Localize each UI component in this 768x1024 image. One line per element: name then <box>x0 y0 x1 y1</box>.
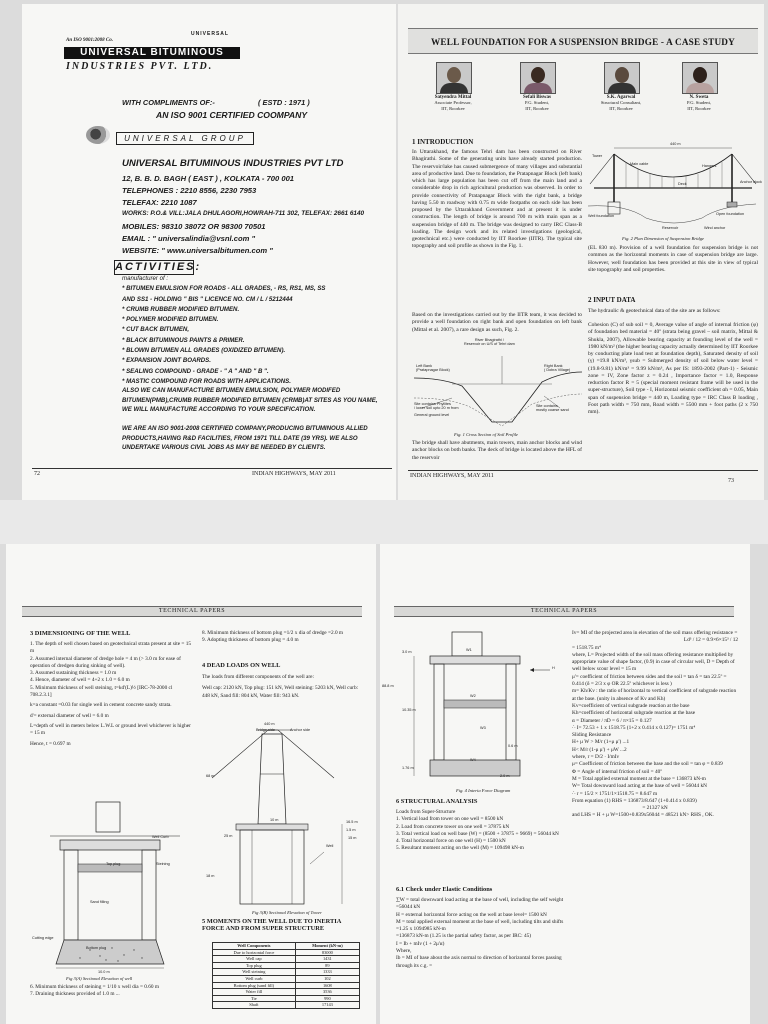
table-row <box>213 989 360 996</box>
m2-text: M = Total applied external moment at the base = 136873 kN-m <box>572 775 706 782</box>
table-cell: 3536 <box>295 989 359 996</box>
left-block-label: (Pratapnagar Block) <box>416 368 450 373</box>
sliding-heading: Sliding Resistance <box>572 732 612 739</box>
fig1-label-river <box>464 338 515 347</box>
kv-text: Kv=coefficient of vertical subgrade reaction at the base <box>572 702 690 709</box>
journal-footer: INDIAN HIGHWAYS, MAY 2011 <box>410 473 494 479</box>
table-cell: Due to horizontal force <box>213 949 296 956</box>
phyllites-label: Site contains Phyllites <box>414 402 451 406</box>
fig2-span-label: 440 m <box>670 142 681 146</box>
loads-title: Loads from Super-Structure <box>396 809 456 815</box>
table-cell: Tie <box>213 995 296 1002</box>
arrow-head <box>530 668 534 672</box>
section-2-heading: 2 INPUT DATA <box>588 296 636 304</box>
journal-footer: INDIAN HIGHWAYS, MAY 2011 <box>252 471 336 477</box>
author-photo <box>520 62 556 94</box>
list-item: 3. Assumed sustaining thickness = 1.0 m <box>30 670 117 677</box>
dimension-list <box>30 641 192 748</box>
list-item: 4. Hence, diameter of well = 4+2 x 1.0 = 6.0 m <box>30 677 130 684</box>
ib-def-text: Ib = MI of base about the axis normal to direction of horizontal forces passing through its c.g. = <box>396 955 562 969</box>
table-row <box>213 995 360 1002</box>
fig3b-bridge-label: Bridge side <box>256 728 275 732</box>
author-org: IIT, Roorkee <box>441 105 465 111</box>
page-gap <box>0 500 768 544</box>
steining-right <box>142 850 156 940</box>
table-header: Well Components <box>213 943 296 950</box>
article-title: WELL FOUNDATION FOR A SUSPENSION BRIDGE - A CASE STUDY <box>431 37 735 47</box>
list-item: * BLOWN BITUMEN ALL GRADES (OXIDIZED BITUMEN). <box>122 347 286 355</box>
list-item: * CUT BACK BITUMEN, <box>122 326 190 334</box>
h-def-text: H = external horizontal force acting on the well at base level= 1500 kN <box>396 911 547 918</box>
input-data-paragraph: Cohesion (C) of sub soil = 0, Average value of angle of internal friction (φ) of foundation bed material = 40º (strata being gravel – soil matrix, Mittal & Shukla, 2007), Allowable bearing capacity at founding level of the well = 1980 kN/m² (the higher bearing capacity actually determined by IIT Roorkee by conducting plate load test at foundation depth), Saturated density of soil (γ) =19.8 kN/m³, γsub = Submerged density of soil below water level = (19.8-9.81) kN/m³ = 9.99 kN/m³, As per IS: 1893-2002 (Part-1) - Seismic zone = IV, Zone factor z = 0.24 , Importance factor = 1.0, Response reduction factor R = 5 (special moment resistant frame will be used in the super-structure), Soil type - I, Horizontal seismic coefficient αh = 0.05, Main span of suspension bridge = 440 m, Loading type = IRC Class B loading , Foot path width = 750 mm, Road width = 5500 mm + foot paths (2 x 750 mm). <box>588 322 758 415</box>
kh-text: Kh=coefficient of horizontal subgrade reaction at the base <box>572 710 696 717</box>
list-item: 1. Vertical load from tower on one well = 8500 kN <box>396 816 504 823</box>
author-org: IIT, Roorkee <box>687 105 711 111</box>
steining-left <box>64 850 78 940</box>
list-item: 2. Load from concrete tower on one well = 37875 kN <box>396 823 510 830</box>
iv-fraction: Ld³ / 12 = 0.9×6×15³ / 12 <box>683 637 738 644</box>
well-cap <box>60 840 160 850</box>
intro-paragraph-2: Based on the investigations carried out by the IITR team, it was decided to provide a well foundation on right bank and open foundation on left bank (Mittal et al. 2007), a rare design as such, Fig. 2. <box>412 312 582 333</box>
author-name: S.K. Agarwal <box>606 95 636 100</box>
list-item: 4. Total horizontal force on one well (H) = 1500 kN <box>396 838 506 845</box>
right-bank-label: Right Bank <box>544 364 563 368</box>
author-name: Sefali Biswas <box>523 95 551 100</box>
section-6-heading: 6 STRUCTURAL ANALYSIS <box>396 798 478 805</box>
fig1-label-phyllites <box>414 402 459 417</box>
fig3b-well-label: Well <box>326 844 334 848</box>
table-cell: Shaft <box>213 1002 296 1009</box>
right-block-label: ( Dobra Village) <box>544 368 571 373</box>
activities-box: ACTIVITIES: <box>115 261 202 273</box>
fig2-deck-label: Deck <box>678 182 687 186</box>
author-credit <box>586 94 656 111</box>
list-item: 5. Minimum thickness of well steining, t=kd'(L)½ [IRC-78-2000 cl 708.2.3.1] <box>30 684 173 699</box>
author-role: Structural Consultant, <box>600 100 642 106</box>
fig3b-h1-label: 68 m <box>206 774 215 778</box>
list-item: 2. Assumed internal diameter of dredge hole = 4 m (> 3.0 m for ease of operation of dredgen during sinking of well). <box>30 655 181 669</box>
page-73-article <box>398 4 764 500</box>
author-credit <box>502 94 572 111</box>
iv-value: = 1518.75 m⁴ <box>572 644 601 651</box>
fig3b-tower-elevation <box>202 714 364 908</box>
fig3b-anchor-label: Anchor side <box>290 728 311 732</box>
table-cell: Water fill <box>213 989 296 996</box>
universal-group-logo <box>86 126 110 144</box>
r-calc-text: ∴ r = 15/2 × 1751/1×1518.75 = 8.647 m <box>572 790 658 797</box>
fig4-w4-label: W4 <box>470 758 476 762</box>
dimension-list-cont <box>30 984 192 999</box>
fig1-label-left <box>416 364 450 373</box>
river-label: River Bhagirathi / <box>474 338 504 342</box>
i-def-text: I = Ib + mIv (1 + 2μ'α) <box>396 940 445 947</box>
fig3a-sand-label: Sand filling <box>90 900 109 904</box>
section-1-heading: 1 INTRODUCTION <box>412 138 474 146</box>
fig2-wind-label: Wind anchor <box>704 226 726 230</box>
company-name: UNIVERSAL BITUMINOUS INDUSTRIES PVT LTD <box>122 158 344 169</box>
m-def-text: M = total applied external moment at the base of well, including tilts and shifts =1.25 x 1094985 kN-m <box>396 918 564 933</box>
i-calc-text: ∴ I= 72.53 + 1 x 1518.75 (1+2 x 0.414 x 0.127)= 1751 m⁴ <box>572 724 696 731</box>
input-intro: The hydraulic & geotechnical data of the site are as follows: <box>588 308 721 314</box>
section-61-heading: 6.1 Check under Elastic Conditions <box>396 886 493 893</box>
table-cell: Top plug <box>213 962 296 969</box>
table-row <box>213 975 360 982</box>
fig1-label-quartz <box>536 404 569 413</box>
footer-rule <box>408 470 758 471</box>
company-address: 12, B. B. D. BAGH ( EAST ) , KOLKATA - 700 001 <box>122 174 295 183</box>
universal-group-box: UNIVERSAL GROUP <box>116 132 254 145</box>
mu-def-text: μ= Coefficient of friction between the base and the soil = tan φ = 0.839 <box>572 761 723 768</box>
author-role: P.G. Student, <box>525 100 549 106</box>
author-photo <box>436 62 472 94</box>
table-cell: 89 <box>295 962 359 969</box>
hence-t: Hence, t = 0.697 m <box>30 740 71 747</box>
iso-certified-text: AN ISO 9001 CERTIFIED COOMPANY <box>156 110 308 120</box>
rhs-text: From equation (1) RHS = 136873/8.647 (1+0.414 x 0.839) <box>572 797 697 804</box>
table-header-row <box>213 943 360 950</box>
list-item: 3. Total vertical load on well base (W) = (8500 + 37875 + 9669) = 56044 kN <box>396 830 559 837</box>
author-photo <box>604 62 640 94</box>
rhs-value: = 21327 kN <box>642 805 668 812</box>
table-cell: Well curb <box>213 975 296 982</box>
list-item: 5. Resultant moment acting on the well (M) = 109498 kN-m <box>396 845 524 852</box>
table-row <box>213 956 360 963</box>
iso-tag: An ISO 9001:2008 Co. <box>66 38 113 43</box>
table-cell: 990 <box>295 995 359 1002</box>
fig3b-h3-label: 18 m <box>206 874 215 878</box>
fig4-h-label: H <box>552 666 555 670</box>
loads-intro: The loads from different components of the well are: <box>202 674 314 680</box>
mu-prime-text: μ'= coefficient of friction between sides and the soil = tan δ = tan 22.5º = 0.414 (δ = 2/3 x φ OR 22.5º whichever is less ) <box>572 673 727 688</box>
fig3a-plug-label: Top plug <box>106 862 121 866</box>
intro-paragraph: In Uttarakhand, the famous Tehri dam has been constructed on River Bhagirathi. Some of the generating units have already started production. The reservoir/lake has caused submergence of many villages and substantial area of productive land. Due to foundation, the Pratapnagar Block (left bank) which has large population has been cut off from the main land and a considerable drop in rich agricultural production was observed. In order to provide connectivity of Pratapnagar Block with the right bank, a bridge having 5.50 m roadway with 0.75 m wide footpaths on each side has been proposed by the Uttarakhand Government and at present it is under construction. The length of bridge is around 700 m with main span as a suspension bridge of 440 m. The bridge was designed to carry IRC Class-B loading. The design work and its related investigations (geological, geotechnical etc.) were conducted by IIT Roorkee (IITR). The typical site topography and soil profile as shown in the Fig. 1. <box>412 149 582 250</box>
table-cell: 17143 <box>295 1002 359 1009</box>
company-email: EMAIL : " universalindia@vsnl.com " <box>122 234 256 243</box>
intro-paragraph-3: The bridge shall have abutments, main towers, main anchor blocks and wind anchor blocks on both banks. The deck of bridge is located above the HFL of the reservoir <box>412 440 582 461</box>
quartz-label: mostly coarse sand <box>536 408 569 413</box>
list-item: * POLYMER MODIFIED BITUMEN. <box>122 316 219 324</box>
page-72-advertisement <box>22 4 396 500</box>
fig4-d3-label: 1.76 m <box>402 766 414 770</box>
table-row <box>213 982 360 989</box>
lower-soil-label: / lower soil upto 20 m from <box>414 406 459 411</box>
fig3a-bottom-label: Bottom plug <box>86 946 107 950</box>
where-text: Where, <box>396 948 412 955</box>
manufacture-paragraph: ALSO WE CAN MANUFACTURE BITUMEN EMULSION, POLYMER MODIFED BITUMEN(PMB),CRUMB RUBBER MODIFIED BITUMEN (CRMB)AT SITES AS YOU NAME, WE WILL MANUFACTURE ACCORDING TO YOUR SPECIFICATION. <box>122 387 378 414</box>
fig1-label-right <box>544 364 570 373</box>
fig3a-well-section <box>30 800 190 970</box>
table-row <box>213 1002 360 1009</box>
technical-papers-header: TECHNICAL PAPERS <box>22 606 362 617</box>
iv-def-text: Iv= MI of the projected area in elevation of the soil mass offering resistance = <box>572 630 738 636</box>
tower-shaft <box>258 734 286 824</box>
section-4-heading: 4 DEAD LOADS ON WELL <box>202 662 281 669</box>
list-item: * BITUMEN EMULSION FOR ROADS - ALL GRADES, - RS, RS1, MS, SS <box>122 285 326 293</box>
footer-rule <box>32 468 392 469</box>
author-name: N. Sweta <box>689 95 709 100</box>
well-pointer <box>310 852 324 864</box>
author-org: IIT, Roorkee <box>609 105 633 111</box>
company-banner: UNIVERSAL BITUMINOUS <box>64 47 240 59</box>
fig2-anchor-label: Anchor block <box>740 180 762 184</box>
fig4-w2-label: W2 <box>470 694 476 698</box>
reservoir-label: Reservoir on U/S of Tehri dam <box>464 342 515 347</box>
page-technical-left <box>6 544 376 1024</box>
cable-lines <box>212 730 334 778</box>
fig3b-w1-label: 10 m <box>270 818 279 822</box>
well-foundation-box <box>608 202 620 214</box>
back-stay-cables <box>590 154 756 184</box>
left-bank-label: Left Bank <box>416 364 433 368</box>
wall-left <box>434 664 444 760</box>
fig4-dw-label: 0.6 m <box>508 744 518 748</box>
moments-table <box>212 942 360 1009</box>
table-cell: Bottom plug (sand fill) <box>213 982 296 989</box>
alpha-equation: α = Diameter / πD = 6 / π×15 = 0.127 <box>572 717 652 724</box>
page-number: 73 <box>728 478 734 484</box>
fig3a-curb-label: Well Curb <box>152 835 169 839</box>
dead-loads-text <box>202 674 364 700</box>
table-cell: 83000 <box>295 949 359 956</box>
fig4-inertia-diagram <box>400 630 562 786</box>
fig2-bridge-plan <box>586 144 758 232</box>
plug <box>444 700 506 708</box>
fig4-sea-label: 88.8 m <box>382 684 394 688</box>
equation-1: H+ μ W > M/r (1+μ μ') ...1 <box>572 739 630 746</box>
list-item: * BLACK BITUMINOUS PAINTS & PRIMER. <box>122 336 245 344</box>
company-mobiles: MOBILES: 98310 38072 OR 98300 70501 <box>122 222 266 231</box>
list-item: 8. Minimum thickness of bottom plug =1/2 x dia of dredge =2.0 m <box>202 630 344 636</box>
fig3a-cutting-label: Cutting edge <box>32 936 54 940</box>
article-title-banner <box>408 28 758 54</box>
fig3a-caption: Fig 3(A) Sectional Elevation of well <box>66 976 133 981</box>
right-paragraph: (EL 830 m). Provision of a well foundation for suspension bridge is not common as the horizontal moments in case of suspension bridge are large. However, well foundation has been provided at this site in view of typical site topography and soil properties. <box>588 245 758 273</box>
elastic-check-text <box>396 897 564 970</box>
open-foundation-box <box>727 202 737 207</box>
page-number: 72 <box>34 471 40 477</box>
lhs-text: and LHS = H + μ W=1500+0.839x56044 = 48521 kN> RHS , OK. <box>572 812 714 819</box>
section-5-heading: 5 MOMENTS ON THE WELL DUE TO INERTIA FORCE AND FROM SUPER STRUCTURE <box>202 918 342 933</box>
list-item: * MASTIC COMPOUND FOR ROADS WITH APPLICATIONS. <box>122 377 291 385</box>
table-row <box>213 969 360 976</box>
activities-list <box>122 274 392 387</box>
table-cell: Well steining <box>213 969 296 976</box>
site-contains-label: Site contains <box>536 404 558 408</box>
d-diameter: d'= external diameter of well = 6.0 m <box>30 712 109 719</box>
well-cap-3b <box>236 824 308 830</box>
fig2-cable-label: Main cable <box>630 162 649 166</box>
compliments-text: WITH COMPLIMENTS OF:- <box>122 98 215 107</box>
fig3b-h2-label: 25 m <box>224 834 233 838</box>
list-item: 6. Minimum thickness of steining = 1/10 x well dia = 0.60 m <box>30 984 159 990</box>
fig4-d1-label: 3.0 m <box>402 650 412 654</box>
list-item: * SEALING COMPOUND - GRADE - " A " AND " B ". <box>122 367 269 375</box>
table-row <box>213 962 360 969</box>
table-header: Moment (kN-m) <box>295 943 359 950</box>
table-cell: 1608 <box>295 982 359 989</box>
w2-text: W= Total downward load acting at the base of well = 56044 kN <box>572 783 707 790</box>
author-credit <box>418 94 488 111</box>
list-item: * EXPANSION JOINT BOARDS. <box>122 357 211 365</box>
author-photo <box>682 62 718 94</box>
analysis-right-column <box>572 630 738 820</box>
universal-logo: UNIVERSAL <box>191 31 229 37</box>
projected-width-text: where, L= Projected width of the soil mass offering resistance multiplied by appropriate value of shape factor, (0.9) in case of circular well, D = Depth of well below scour level = 15 m <box>572 651 735 673</box>
list-item: 9. Adopting thickness of bottom plug = 4.0 m <box>202 637 299 644</box>
shaft-outline <box>96 802 120 832</box>
fig3b-w3-label: 1.5 m <box>346 828 356 832</box>
k-constant: k=a constant =0.03 for single well in cement concrete sandy strata. <box>30 702 172 709</box>
sum-w-text: ∑W = total downward load acting at the base of well, including the self weight =56044 kN <box>396 897 564 911</box>
well-body-3b <box>240 830 304 904</box>
company-subtitle: INDUSTRIES PVT. LTD. <box>66 61 214 72</box>
table-cell: Well cap <box>213 956 296 963</box>
fig2-well-label: Well foundation <box>588 214 615 218</box>
bottom-plug <box>56 940 164 964</box>
loads-values: Well cap: 2120 kN, Top plug: 151 kN, Well steining: 5203 kN, Well curb: 448 kN, Sand fill: 804 kN, Water fill: 943 kN. <box>202 685 359 699</box>
plug-list <box>202 630 364 645</box>
manufacturer-of: manufacturer of : <box>122 275 169 282</box>
author-org: IIT, Roorkee <box>525 105 549 111</box>
equation-2: H< M/r (1-μ μ') + μW ...2 <box>572 746 627 753</box>
author-role: P.G. Student, <box>687 100 711 106</box>
table-cell: 1431 <box>295 956 359 963</box>
fig4-w3-label: W3 <box>480 726 486 730</box>
table-cell: 1333 <box>295 969 359 976</box>
ground-label: General ground level <box>414 412 450 417</box>
m-ratio-text: m= Kh/Kv : the ratio of horizontal to vertical coefficient of subgrade reaction at the base. (unity in absence of Kv and Kh) <box>572 688 737 702</box>
fig2-tower-label: Tower <box>592 154 603 158</box>
fig4-d2-label: 10.35 m <box>402 708 416 712</box>
fig2-reservoir-label: Reservoir <box>662 226 679 230</box>
technical-papers-header: TECHNICAL PAPERS <box>394 606 734 617</box>
table-row <box>213 949 360 956</box>
cap-outline <box>430 656 520 664</box>
fig3a-dim-label: 10.0 m <box>98 970 110 974</box>
company-telephones: TELEPHONES : 2210 8556, 2230 7953 <box>122 186 257 195</box>
list-item: * CRUMB RUBBER MODIFIED BITUMEN. <box>122 305 240 313</box>
where-r-text: where, r = D/2 · I/mIv <box>572 754 620 761</box>
list-item: 7. Draining thickness provided of 1.0 m ... <box>30 991 120 998</box>
page-technical-right <box>380 544 750 1024</box>
fig4-w1-label: W1 <box>466 648 472 652</box>
fig4-caption: Fig. 4 Interia Force Diagram <box>456 788 511 793</box>
fig3b-caption: Fig 3(B) Sectional Elevation of Tower <box>252 910 322 915</box>
section-3-heading: 3 DIMENSIONING OF THE WELL <box>30 630 131 637</box>
fig2-caption: Fig. 2 Plan Dimension of Suspension Bridge <box>622 236 705 241</box>
fig3b-span-label: 440 m <box>264 722 275 726</box>
fig2-hangers-label: Hangers <box>702 164 717 168</box>
fig3a-steining-label: Steining <box>156 862 170 866</box>
fig3b-w4-label: 15 m <box>348 836 357 840</box>
fig4-d4-label: 2.0 m <box>500 774 510 778</box>
list-item: AND SS1 - HOLDING " BIS " LICENCE NO. CM / L / 5212444 <box>122 295 293 303</box>
fig2-open-label: Open foundation <box>716 212 745 216</box>
company-website: WEBSITE: " www.universalbitumen.com " <box>122 246 273 255</box>
table-cell: 102 <box>295 975 359 982</box>
company-works: WORKS: P.O.& VILL:JALA DHULAGORI,HOWRAH-711 302, TELEFAX: 2661 6140 <box>122 210 365 217</box>
fig1-caption: Fig. 1 Cross Section of Soil Profile <box>454 432 519 437</box>
m-val-text: =136873 kN-m (1.25 is the partial safety factor, as per IRC: 45) <box>396 933 532 940</box>
company-telefax: TELEFAX: 2210 1087 <box>122 198 197 207</box>
super-structure-loads <box>396 809 564 853</box>
fig3b-w2-label: 16.5 m <box>346 820 358 824</box>
phi-text: Φ = Angle of internal friction of soil = 40º <box>572 768 662 775</box>
author-name: Satyendra Mittal <box>434 95 472 100</box>
l-depth: L=depth of well in meters below L.W.L or ground level whichever is higher = 15 m <box>30 722 191 737</box>
iso-paragraph: WE ARE AN ISO 9001-2008 CERTIFIED COMPANY,PRODUCING BITUMINOUS ALLIED PRODUCTS,HAVING R&D FACILITIES, FROM 1971 TILL DATE (39 YRS). WE ALSO UNDERTAKE VARIOUS CIVIL JOBS AS MAY BE NEEDED BY CLIENTS. <box>122 425 368 452</box>
author-role: Associate Professor, <box>434 100 472 106</box>
author-credit <box>664 94 734 111</box>
list-item: 1. The depth of well chosen based on geotechnical strata present at site = 15 m <box>30 641 192 655</box>
estd-text: ( ESTD : 1971 ) <box>258 98 310 107</box>
